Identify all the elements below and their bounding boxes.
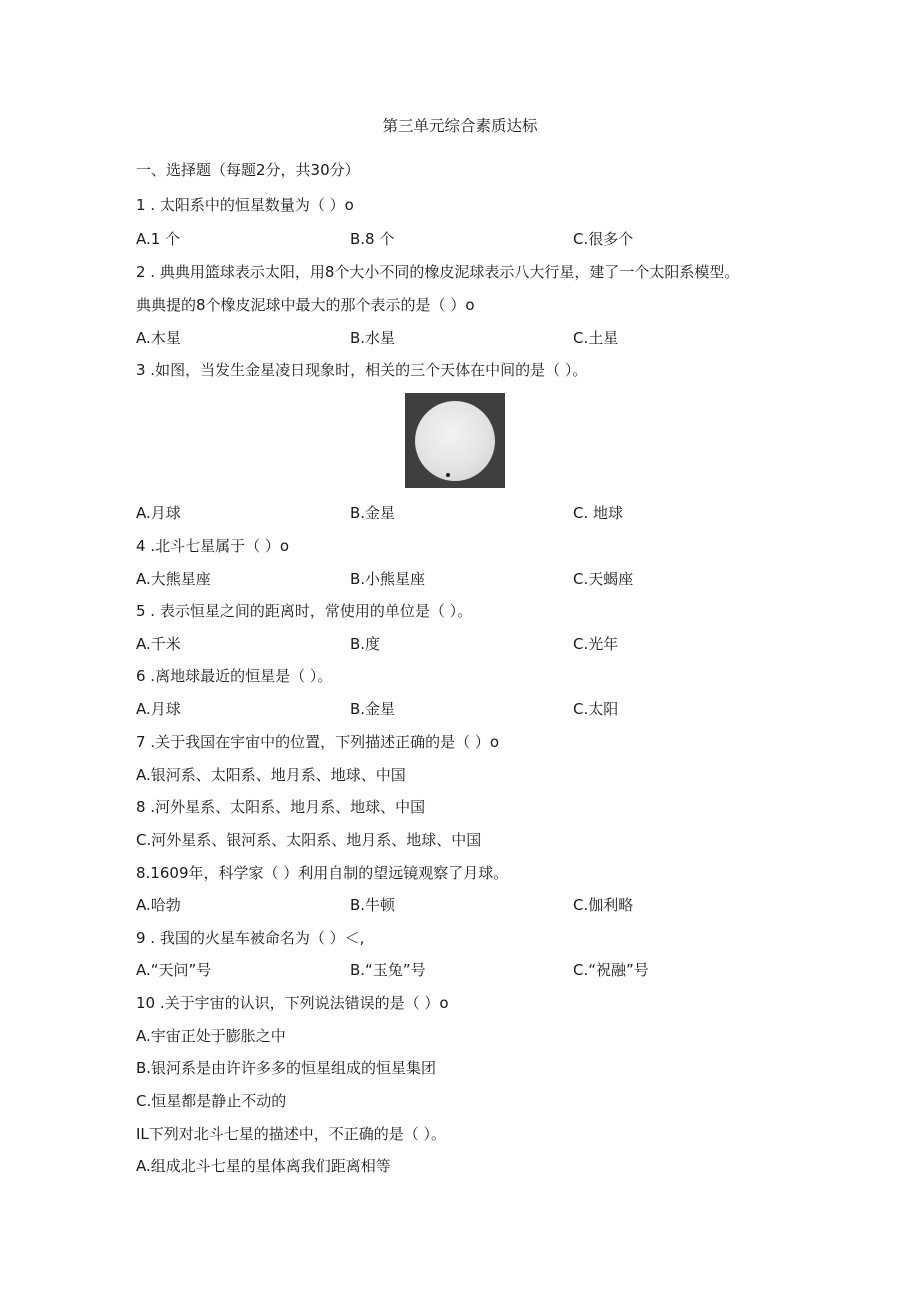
- q3-option-c: C. 地球: [573, 504, 624, 522]
- q10-option-b: B.银河系是由许许多多的恒星组成的恒星集团: [136, 1059, 437, 1077]
- q9-option-b: B.“玉兔”号: [350, 961, 426, 979]
- section-heading: 一、选择题（每题2分，共30分）: [136, 161, 360, 179]
- q1-option-a: A.1 个: [136, 230, 181, 248]
- q1-option-b: B.8 个: [350, 230, 395, 248]
- q8-option-c: C.伽利略: [573, 896, 634, 914]
- q4-option-a: A.大熊星座: [136, 570, 211, 588]
- q5-option-a: A.千米: [136, 635, 181, 653]
- question-3: 3 .如图，当发生金星凌日现象时，相关的三个天体在中间的是（ ）。: [136, 361, 588, 379]
- q11-option-a: A.组成北斗七星的星体离我们距离相等: [136, 1157, 391, 1175]
- question-7: 7 .关于我国在宇宙中的位置，下列描述正确的是（ ）o: [136, 733, 500, 751]
- q10-option-a: A.宇宙正处于膨胀之中: [136, 1027, 286, 1045]
- page-title: 第三单元综合素质达标: [382, 117, 538, 135]
- q6-option-c: C.太阳: [573, 700, 619, 718]
- q7-option-b: 8 .河外星系、太阳系、地月系、地球、中国: [136, 798, 426, 816]
- q8-option-a: A.哈勃: [136, 896, 181, 914]
- venus-transit-image: [405, 393, 505, 488]
- question-1: 1 . 太阳系中的恒星数量为（ ）o: [136, 196, 354, 214]
- q2-option-a: A.木星: [136, 329, 181, 347]
- question-2-line1: 2 . 典典用篮球表示太阳，用8个大小不同的橡皮泥球表示八大行星，建了一个太阳系模型。: [136, 263, 740, 281]
- question-5: 5 . 表示恒星之间的距离时，常使用的单位是（ ）。: [136, 602, 473, 620]
- q5-option-b: B.度: [350, 635, 381, 653]
- q2-option-c: C.土星: [573, 329, 619, 347]
- question-6: 6 .离地球最近的恒星是（ ）。: [136, 667, 333, 685]
- q1-option-c: C.很多个: [573, 230, 634, 248]
- q3-option-b: B.金星: [350, 504, 396, 522]
- sun-disk: [415, 401, 495, 481]
- q4-option-b: B.小熊星座: [350, 570, 426, 588]
- q3-option-a: A.月球: [136, 504, 181, 522]
- q5-option-c: C.光年: [573, 635, 619, 653]
- venus-dot: [446, 473, 450, 477]
- q6-option-a: A.月球: [136, 700, 181, 718]
- question-9: 9 . 我国的火星车被命名为（ ）＜,: [136, 929, 365, 947]
- q7-option-c: C.河外星系、银河系、太阳系、地月系、地球、中国: [136, 831, 482, 849]
- q4-option-c: C.天蝎座: [573, 570, 634, 588]
- question-11: IL下列对北斗七星的描述中，不正确的是（ ）。: [136, 1125, 447, 1143]
- question-8: 8.1609年，科学家（ ）利用自制的望远镜观察了月球。: [136, 864, 509, 882]
- q6-option-b: B.金星: [350, 700, 396, 718]
- q2-option-b: B.水星: [350, 329, 396, 347]
- q7-option-a: A.银河系、太阳系、地月系、地球、中国: [136, 766, 406, 784]
- question-10: 10 .关于宇宙的认识，下列说法错误的是（ ）o: [136, 994, 449, 1012]
- q8-option-b: B.牛顿: [350, 896, 396, 914]
- question-2-line2: 典典提的8个橡皮泥球中最大的那个表示的是（ ）o: [136, 296, 475, 314]
- q9-option-c: C.“祝融”号: [573, 961, 649, 979]
- q10-option-c: C.恒星都是静止不动的: [136, 1092, 287, 1110]
- q9-option-a: A.“天问”号: [136, 961, 212, 979]
- question-4: 4 .北斗七星属于（ ）o: [136, 537, 290, 555]
